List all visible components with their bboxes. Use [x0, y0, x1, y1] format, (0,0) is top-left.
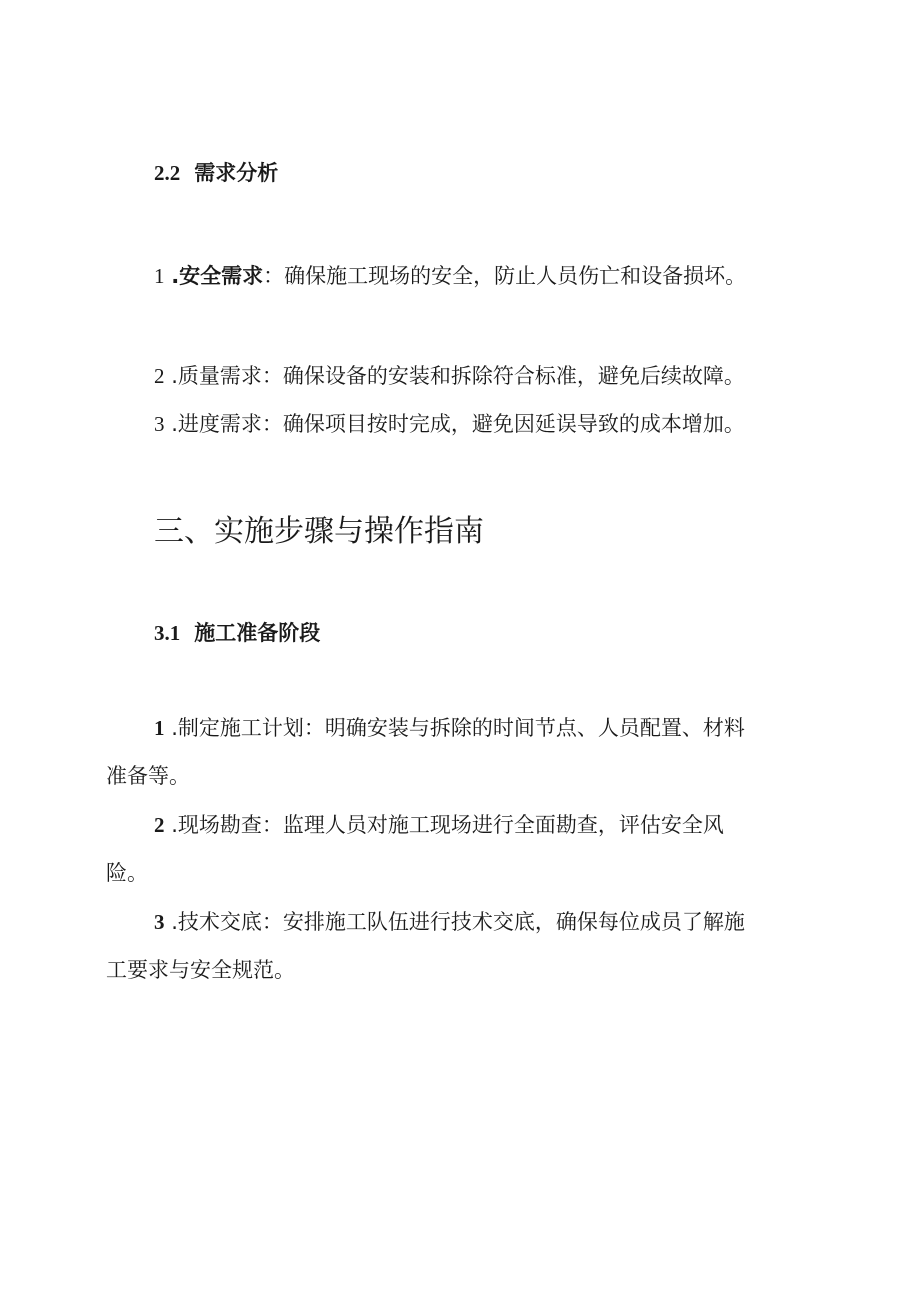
list-item — [154, 409, 745, 439]
list-item-continuation: 险。 — [106, 861, 148, 885]
item-text: ：确保项目按时完成，避免因延误导致的成本增加。 — [261, 412, 745, 436]
section-heading-3-1 — [154, 618, 320, 648]
list-item — [154, 907, 745, 937]
item-label: .进度需求 — [171, 412, 262, 436]
item-number: 2 — [154, 364, 165, 388]
list-item — [154, 261, 746, 291]
list-item-continuation: 工要求与安全规范。 — [106, 958, 295, 982]
list-item — [154, 810, 724, 840]
section-title: 施工准备阶段 — [194, 621, 321, 645]
item-label: .安全需求 — [171, 264, 264, 288]
chapter-heading-3: 三、实施步骤与操作指南 — [154, 514, 484, 549]
item-text: ：确保设备的安装和拆除符合标准，避免后续故障。 — [261, 364, 745, 388]
section-number: 3.1 — [154, 621, 181, 645]
item-number: 2 — [154, 813, 165, 837]
section-number: 2.2 — [154, 161, 181, 185]
item-number: 1 — [154, 264, 165, 288]
list-item — [154, 361, 745, 391]
section-title: 需求分析 — [194, 161, 279, 185]
list-item-continuation: 准备等。 — [106, 764, 190, 788]
list-item — [154, 713, 745, 743]
item-text: ：确保施工现场的安全，防止人员伤亡和设备损坏。 — [263, 264, 747, 288]
item-number: 3 — [154, 910, 165, 934]
item-text: .制定施工计划：明确安装与拆除的时间节点、人员配置、材料 — [171, 716, 745, 740]
item-number: 1 — [154, 716, 165, 740]
section-heading-2-2 — [154, 158, 278, 188]
item-text: .现场勘查：监理人员对施工现场进行全面勘查，评估安全风 — [171, 813, 724, 837]
item-number: 3 — [154, 412, 165, 436]
item-label: .质量需求 — [171, 364, 262, 388]
item-text: .技术交底：安排施工队伍进行技术交底，确保每位成员了解施 — [171, 910, 745, 934]
